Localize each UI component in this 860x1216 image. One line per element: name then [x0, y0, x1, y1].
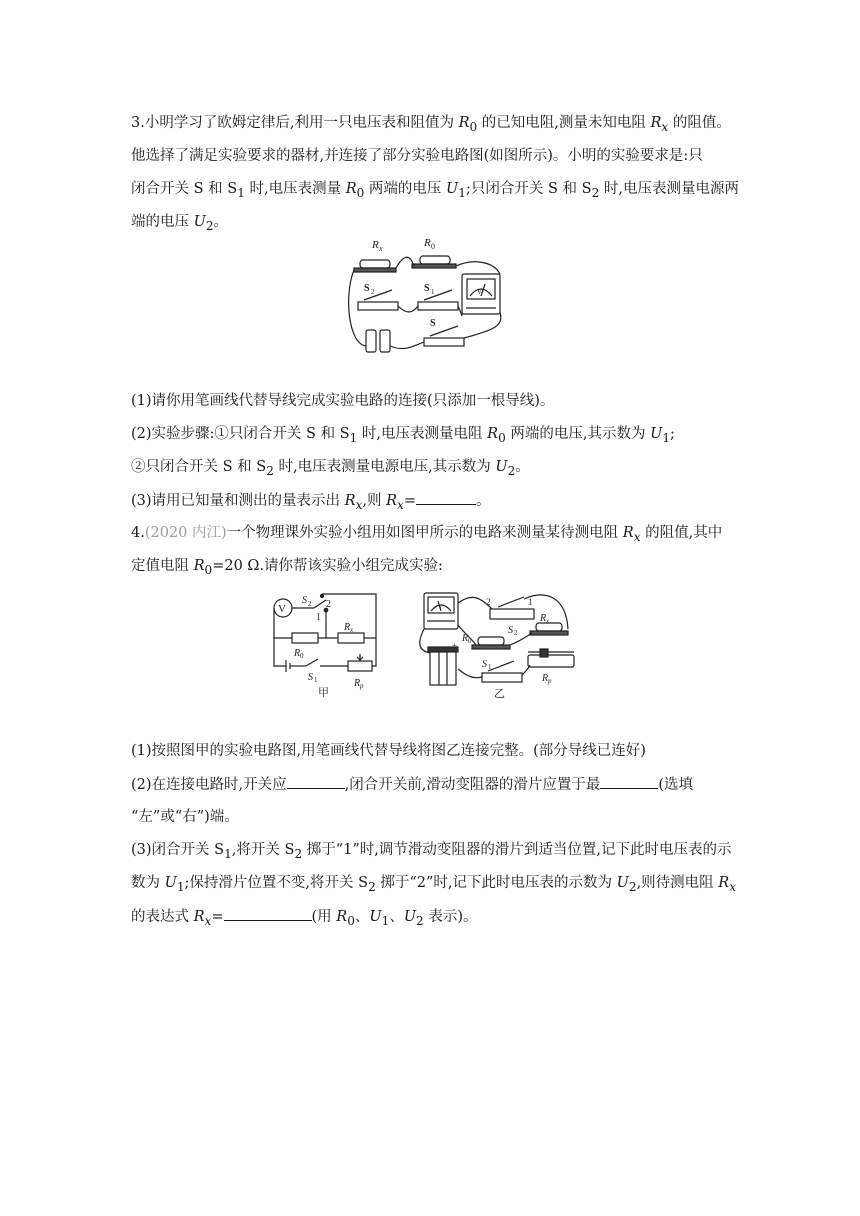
q4-diagram-r0	[292, 633, 318, 643]
svg-text:1: 1	[488, 663, 492, 671]
svg-text:S: S	[482, 659, 487, 670]
q4-rheostat	[528, 649, 574, 667]
q4-r0-resistor	[472, 637, 510, 649]
svg-text:S: S	[430, 318, 436, 329]
svg-text:1: 1	[528, 597, 533, 607]
q4-part-3-line-1: (3)闭合开关 $S_1$,将开关 $S_2$ 掷于“1”时,调节滑动变阻器的滑片到适当位置,记下此时电压表的示	[131, 842, 732, 861]
svg-text:V: V	[278, 603, 286, 615]
q4-part-2-line-2: “左”或“右”)端。	[131, 809, 239, 825]
svg-text:x: x	[379, 244, 383, 253]
svg-text:2: 2	[486, 597, 491, 607]
q3-part-2-step-1: (2)实验步骤:①只闭合开关 S 和 $S_1$ 时,电压表测量电阻 $R_0$ 两端的电压,其示数为 $U_1$;	[131, 426, 675, 445]
q4-part-3-line-3: 的表达式 $R_x=$ (用 $R_0$、$U_1$、$U_2$ 表示)。	[131, 906, 478, 931]
svg-text:S: S	[308, 672, 313, 683]
svg-text:R: R	[424, 237, 431, 249]
svg-text:R: R	[354, 678, 361, 689]
q3-text-line-2: 他选择了满足实验要求的器材,并连接了部分实验电路图(如图所示)。小明的实验要求是:只	[131, 148, 703, 164]
svg-text:S: S	[508, 625, 513, 636]
q3-text-line-4: 端的电压 $U_2$。	[131, 214, 229, 233]
q3-text-line-1: 3.小明学习了欧姆定律后,利用一只电压表和阻值为 $R_0$ 的已知电阻,测量未知电阻 $R_x$ 的阻值。	[131, 115, 731, 134]
q3-battery	[366, 330, 390, 352]
q4-switch-state-blank[interactable]	[287, 774, 345, 789]
q4-text-line-1: 4.(2020 内江)一个物理课外实验小组用如图甲所示的电路来测量某待测电阻 $R_x$ 的阻值,其中	[131, 525, 723, 544]
q3-rx-resistor	[354, 260, 396, 272]
svg-text:x: x	[546, 617, 550, 625]
q3-answer-blank[interactable]	[416, 490, 476, 505]
svg-text:R: R	[294, 648, 301, 659]
q3-part-2-step-2: ②只闭合开关 S 和 $S_2$ 时,电压表测量电源电压,其示数为 $U_2$。	[131, 459, 530, 478]
svg-text:S: S	[424, 283, 430, 294]
svg-text:0: 0	[468, 637, 472, 645]
svg-text:V: V	[438, 605, 443, 611]
svg-text:R: R	[344, 622, 351, 633]
q4-voltmeter	[424, 593, 458, 629]
svg-text:R: R	[542, 673, 549, 684]
svg-text:R: R	[372, 239, 379, 251]
svg-text:p: p	[548, 677, 552, 685]
svg-text:R: R	[462, 633, 469, 644]
svg-text:2: 2	[326, 599, 331, 610]
svg-text:0: 0	[431, 242, 435, 251]
q4-slider-position-blank[interactable]	[600, 774, 658, 789]
q4-text-line-2: 定值电阻 $R_0=20$ Ω.请你帮该实验小组完成实验:	[131, 558, 443, 577]
fig-label-jia: 甲	[318, 687, 329, 699]
q4-rx-expression-blank[interactable]	[224, 906, 312, 921]
q4-diagram-switch-s2	[314, 600, 326, 608]
q4-part-1: (1)按照图甲的实验电路图,用笔画线代替导线将图乙连接完整。(部分导线已连好)	[131, 743, 646, 759]
q4-circuit-diagram-jia	[268, 590, 384, 700]
svg-text:V: V	[477, 288, 483, 296]
q4-part-3-line-2: 数为 $U_1$;保持滑片位置不变,将开关 $S_2$ 掷于“2”时,记下此时电压表的示数为 $U_2$,则待测电阻 $R_x$	[131, 875, 737, 894]
q4-diagram-switch-s1	[306, 659, 318, 666]
svg-text:2: 2	[308, 600, 312, 608]
q4-battery-pack	[428, 647, 458, 685]
svg-text:R: R	[540, 613, 547, 624]
q4-diagram-rp	[348, 661, 372, 671]
svg-text:x: x	[350, 626, 354, 634]
svg-text:S: S	[302, 595, 307, 606]
svg-text:p: p	[360, 682, 364, 690]
fig-label-yi: 乙	[494, 688, 505, 700]
q3-circuit-figure	[344, 234, 516, 356]
q4-circuit-photo-yi	[416, 589, 578, 701]
q3-r0-resistor	[412, 256, 456, 268]
q4-diagram-rx	[338, 633, 364, 643]
q4-source-tag: (2020 内江)	[144, 525, 227, 541]
svg-text:2: 2	[514, 629, 518, 637]
q4-part-2-line-1: (2)在连接电路时,开关应 ,闭合开关前,滑动变阻器的滑片应置于最 (选填	[131, 774, 693, 795]
svg-text:0: 0	[300, 652, 304, 660]
svg-text:S: S	[364, 283, 370, 294]
q3-part-3: (3)请用已知量和测出的量表示出 $R_x$,则 $R_x=$ 。	[131, 490, 491, 515]
svg-text:1: 1	[431, 288, 435, 296]
q3-text-line-3: 闭合开关 S 和 $S_1$ 时,电压表测量 $R_0$ 两端的电压 $U_1$;只闭合开关 S 和 $S_2$ 时,电压表测量电源两	[131, 181, 739, 200]
svg-text:1: 1	[314, 676, 318, 684]
q3-switch-s	[424, 326, 464, 346]
q3-part-1: (1)请你用笔画线代替导线完成实验电路的连接(只添加一根导线)。	[131, 393, 555, 409]
svg-text:1: 1	[316, 612, 321, 623]
svg-text:+: +	[452, 641, 458, 651]
svg-text:2: 2	[371, 288, 375, 296]
